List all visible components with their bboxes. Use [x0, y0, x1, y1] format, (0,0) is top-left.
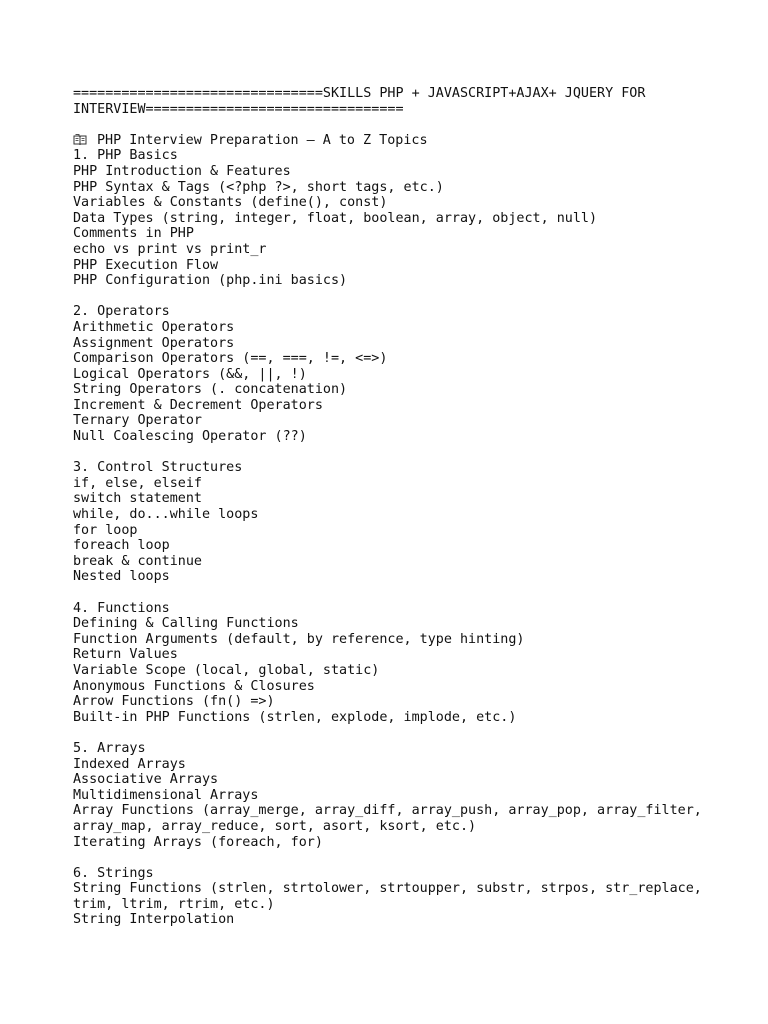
- section-heading: 3. Control Structures: [73, 460, 243, 476]
- list-item: break & continue: [73, 553, 202, 569]
- list-item: while, do...while loops: [73, 507, 259, 523]
- spacer: [73, 585, 753, 601]
- spacer: [73, 117, 753, 133]
- document-page: [73, 86, 753, 928]
- list-item: for loop: [73, 522, 138, 538]
- list-item: Ternary Operator: [73, 413, 202, 429]
- list-item: String Operators (. concatenation): [73, 382, 348, 398]
- section-4: [73, 601, 753, 726]
- spacer: [73, 850, 753, 866]
- list-item: Anonymous Functions & Closures: [73, 678, 315, 694]
- section-1: [73, 148, 753, 288]
- list-item: Indexed Arrays: [73, 756, 186, 772]
- list-item: Iterating Arrays (foreach, for): [73, 834, 323, 850]
- spacer: [73, 445, 753, 461]
- list-item: Multidimensional Arrays: [73, 787, 259, 803]
- section-heading: 6. Strings: [73, 865, 154, 881]
- list-item: Assignment Operators: [73, 335, 235, 351]
- section-6: [73, 866, 753, 928]
- list-item: Built-in PHP Functions (strlen, explode, implode, etc.): [73, 709, 517, 725]
- section-heading: 5. Arrays: [73, 740, 146, 756]
- list-item: switch statement: [73, 491, 202, 507]
- list-item: Comparison Operators (==, ===, !=, <=>): [73, 351, 388, 367]
- list-item: Nested loops: [73, 569, 170, 585]
- section-heading: 2. Operators: [73, 304, 170, 320]
- list-item: if, else, elseif: [73, 475, 202, 491]
- banner-line-2: INTERVIEW================================: [73, 101, 404, 117]
- list-item: Defining & Calling Functions: [73, 616, 299, 632]
- list-item: Return Values: [73, 647, 178, 663]
- list-item: Variable Scope (local, global, static): [73, 662, 380, 678]
- book-icon: [73, 134, 87, 145]
- list-item: String Functions (strlen, strtolower, strtoupper, substr, strpos, str_replace,: [73, 881, 702, 897]
- list-item: PHP Introduction & Features: [73, 163, 291, 179]
- section-5: [73, 741, 753, 850]
- list-item: Arrow Functions (fn() =>): [73, 694, 275, 710]
- list-item: Logical Operators (&&, ||, !): [73, 366, 307, 382]
- list-item: echo vs print vs print_r: [73, 241, 267, 257]
- list-item: PHP Configuration (php.ini basics): [73, 273, 348, 289]
- list-item: Increment & Decrement Operators: [73, 397, 323, 413]
- list-item: Comments in PHP: [73, 226, 194, 242]
- list-item: Associative Arrays: [73, 772, 219, 788]
- list-item: Arithmetic Operators: [73, 319, 235, 335]
- section-heading: 4. Functions: [73, 600, 170, 616]
- section-2: [73, 304, 753, 444]
- list-item: trim, ltrim, rtrim, etc.): [73, 896, 275, 912]
- list-item: String Interpolation: [73, 912, 235, 928]
- list-item: Data Types (string, integer, float, boolean, array, object, null): [73, 210, 598, 226]
- list-item: Null Coalescing Operator (??): [73, 429, 307, 445]
- list-item: PHP Execution Flow: [73, 257, 219, 273]
- list-item: Function Arguments (default, by reference, type hinting): [73, 631, 525, 647]
- document-title: [73, 133, 753, 149]
- spacer: [73, 289, 753, 305]
- list-item: PHP Syntax & Tags (<?php ?>, short tags, etc.): [73, 179, 444, 195]
- title-text: PHP Interview Preparation – A to Z Topics: [97, 132, 428, 148]
- section-heading: 1. PHP Basics: [73, 148, 178, 164]
- list-item: Variables & Constants (define(), const): [73, 195, 388, 211]
- section-3: [73, 460, 753, 585]
- list-item: foreach loop: [73, 538, 170, 554]
- banner-line-1: ===============================SKILLS PHP + JAVASCRIPT+AJAX+ JQUERY FOR: [73, 86, 646, 101]
- list-item: Array Functions (array_merge, array_diff, array_push, array_pop, array_filter,: [73, 803, 702, 819]
- list-item: array_map, array_reduce, sort, asort, ksort, etc.): [73, 818, 477, 834]
- spacer: [73, 725, 753, 741]
